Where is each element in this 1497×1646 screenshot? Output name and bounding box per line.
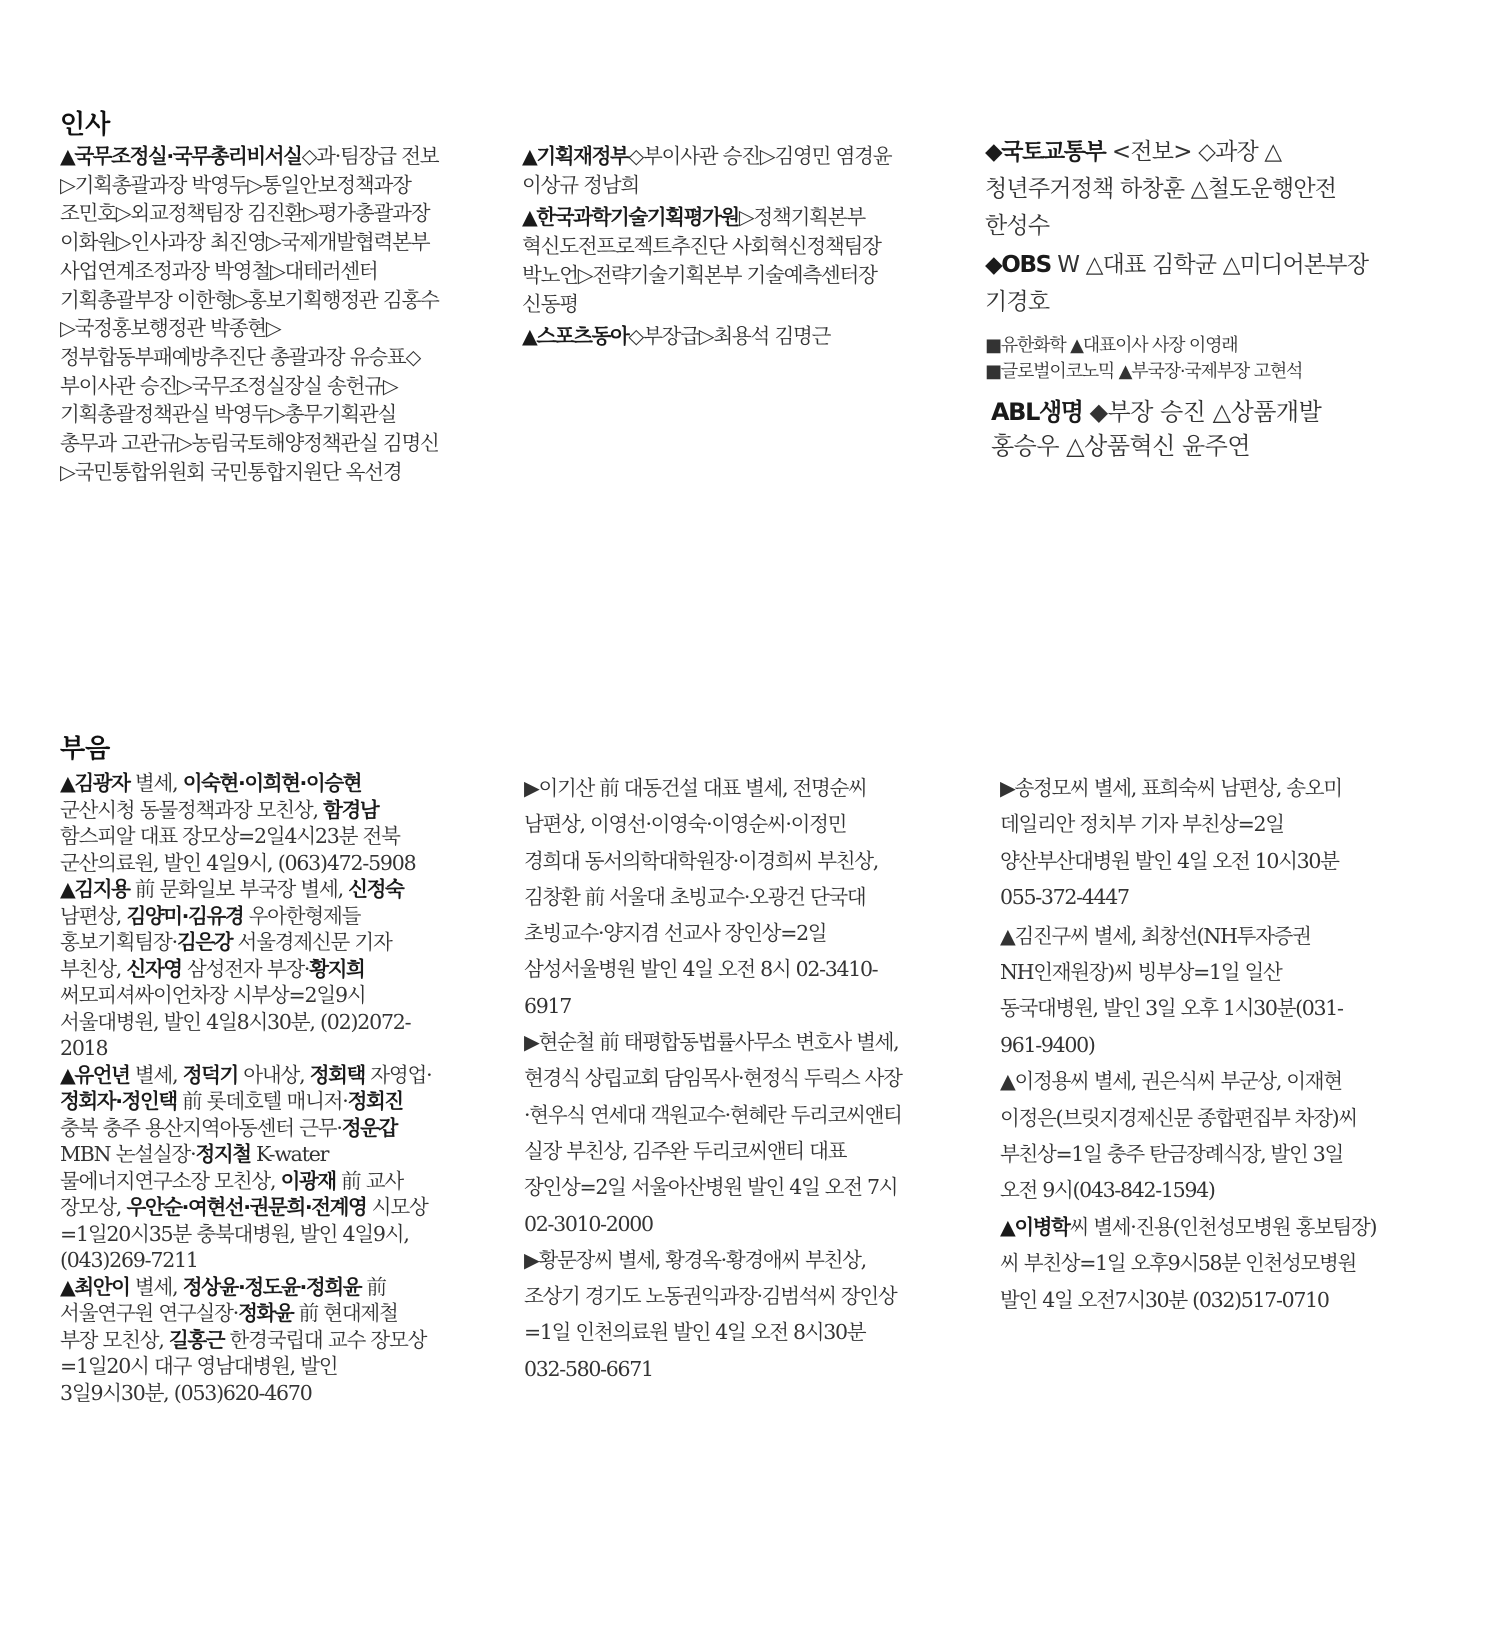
obituary-entry: ▲김지용 前 문화일보 부국장 별세, 신정숙 남편상, 김양미·김유경 우아한형제들 홍보기획팀장·김은강 서울경제신문 기자 부친상, 신자영 삼성전자 부장·황지희 써모피셔싸이언차장 시부상=2일9시 서울대병원, 발인 4일8시30분, (02)2072-2018 [60, 877, 411, 1060]
obituary-entry: ▲김진구씨 별세, 최창선(NH투자증권 NH인재원장)씨 빙부상=1일 일산 동국대병원, 발인 3일 오후 1시30분(031-961-9400) [1000, 923, 1343, 1057]
bueum-column-2 [524, 770, 902, 1387]
insa-entry: ■글로벌이코노믹 ▲부국장·국제부장 고현석 [985, 361, 1303, 382]
insa-entry: ABL생명 ◆부장 승진 △상품개발 홍승우 △상품혁신 윤주연 [991, 398, 1322, 460]
obituary-entry: ▶황문장씨 별세, 황경옥·황경애씨 부친상, 조상기 경기도 노동권익과장·김범석씨 장인상=1일 인천의료원 발인 4일 오전 8시30분 032-580-6671 [524, 1247, 897, 1381]
obituary-entry: ▲김광자 별세, 이숙현·이희현·이승현 군산시청 동물정책과장 모친상, 함경남 함스피알 대표 장모상=2일4시23분 전북 군산의료원, 발인 4일9시, (063)472-5908 [60, 771, 416, 875]
obituary-entry: ▶송정모씨 별세, 표희숙씨 남편상, 송오미 데일리안 정치부 기자 부친상=2일 양산부산대병원 발인 4일 오전 10시30분 055-372-4447 [1000, 776, 1342, 910]
insa-entry: ■유한화학 ▲대표이사 사장 이영래 [985, 335, 1238, 356]
obituary-entry: ▲최안이 별세, 정상윤·정도윤·정희윤 前 서울연구원 연구실장·정화윤 前 현대제철 부장 모친상, 길홍근 한경국립대 교수 장모상=1일20시 대구 영남대병원, 발인 3일9시30분, (053)620-4670 [60, 1274, 427, 1405]
insa-entry: ▲스포츠동아◇부장급▷최용석 김명근 [522, 324, 831, 349]
insa-title: 인사 [60, 110, 111, 140]
obituary-entry: ▲이정용씨 별세, 권은식씨 부군상, 이재현 이정은(브릿지경제신문 종합편집부 차장)씨 부친상=1일 충주 탄금장례식장, 발인 3일 오전 9시(043-842-1594) [1000, 1069, 1357, 1203]
insa-entry: ◆국토교통부 <전보> ◇과장 △청년주거정책 하창훈 △철도운행안전 한성수 [985, 139, 1337, 239]
obituary-entry: ▲유언년 별세, 정덕기 아내상, 정회택 자영업·정회자·정인택 前 롯데호텔 매니저·정회진 충북 충주 용산지역아동센터 근무·정운갑 MBN 논설실장·정지철 K-water 물에너지연구소장 모친상, 이광재 前 교사 장모상, 우안순·여현선·권문희·전계영 시모상=1일20시35분 충북대병원, 발인 4일9시, (043)269-7211 [60, 1062, 432, 1272]
insa-entry: ▲국무조정실·국무총리비서실◇과·팀장급 전보▷기획총괄과장 박영두▷통일안보정책과장 조민호▷외교정책팀장 김진환▷평가총괄과장 이화원▷인사과장 최진영▷국제개발협력본부 사업연계조정과장 박영철▷대테러센터 기획총괄부장 이한형▷홍보기획행정관 김홍수▷국정홍보행정관 박종현▷정부합동부패예방추진단 총괄과장 유승표◇부이사관 승진▷국무조정실장실 송헌규▷기획총괄정책관실 박영두▷총무기획관실 총무과 고관규▷농림국토해양정책관실 김명신▷국민통합위원회 국민통합지원단 옥선경 [60, 144, 439, 484]
insa-column-1 [60, 142, 440, 490]
insa-column-2 [522, 142, 904, 355]
obituary-entry: ▶이기산 前 대동건설 대표 별세, 전명순씨 남편상, 이영선·이영숙·이영순씨·이정민 경희대 동서의학대학원장·이경희씨 부친상, 김창환 前 서울대 초빙교수·오광건 단국대 초빙교수·양지겸 선교사 장인상=2일 삼성서울병원 발인 4일 오전 8시 02-3410-6917 [524, 776, 878, 1018]
bueum-title: 부음 [60, 734, 111, 764]
insa-entry: ▲기획재정부◇부이사관 승진▷김영민 염경윤 이상규 정남희 [522, 144, 892, 197]
bueum-column-1 [60, 770, 440, 1406]
obituary-entry: ▲이병학씨 별세·진용(인천성모병원 홍보팀장)씨 부친상=1일 오후9시58분 인천성모병원 발인 4일 오전7시30분 (032)517-0710 [1000, 1214, 1377, 1312]
insa-entry: ▲한국과학기술기획평가원▷정책기획본부 혁신도전프로젝트추진단 사회혁신정책팀장 박노언▷전략기술기획본부 기술예측센터장 신동평 [522, 205, 881, 316]
insa-column-3 [985, 134, 1380, 467]
insa-entry: ◆OBS W △대표 김학균 △미디어본부장 기경호 [985, 252, 1369, 315]
obituary-entry: ▶현순철 前 태평합동법률사무소 변호사 별세, 현경식 상립교회 담임목사·현정식 두릭스 사장·현우식 연세대 객원교수·현혜란 두리코씨앤티 실장 부친상, 김주완 두리코씨앤티 대표 장인상=2일 서울아산병원 발인 4일 오전 7시 02-3010-2000 [524, 1030, 902, 1236]
bueum-column-3 [1000, 770, 1378, 1318]
